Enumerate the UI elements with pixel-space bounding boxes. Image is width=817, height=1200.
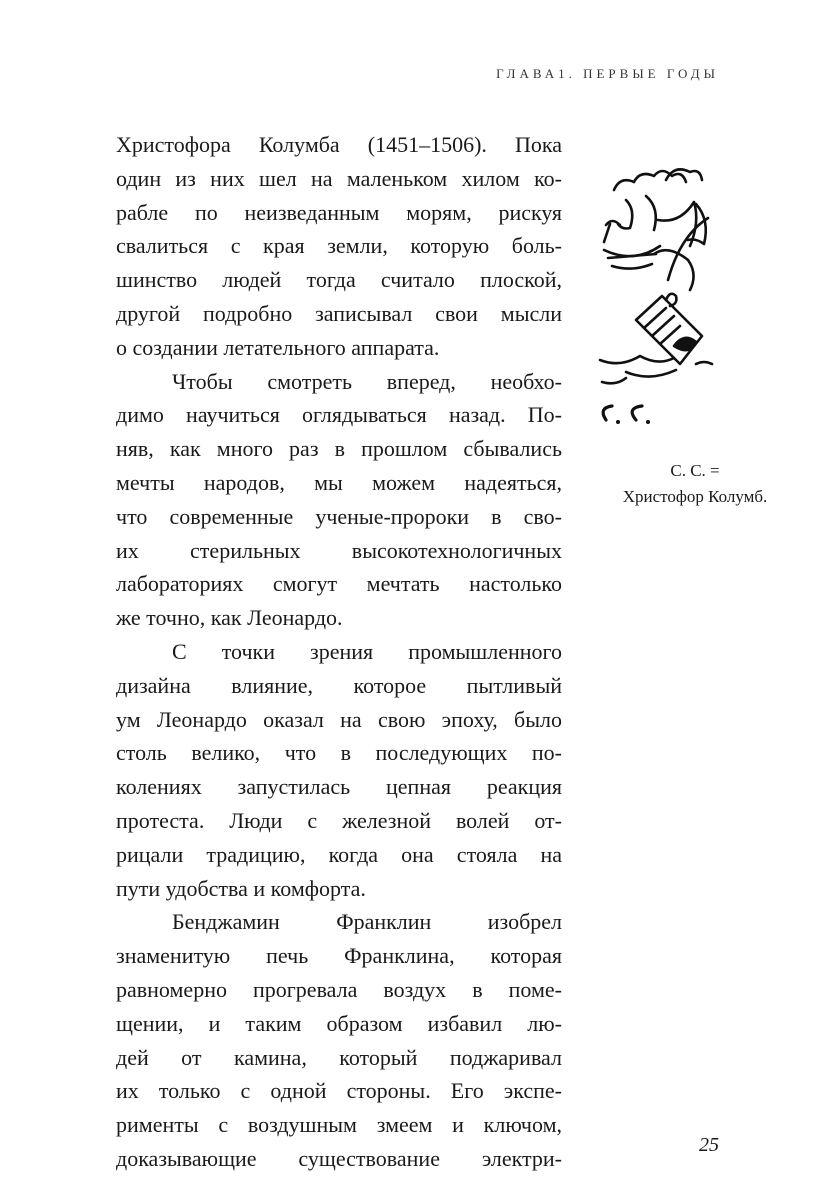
figure-caption bbox=[590, 458, 800, 510]
caption-line-2: Христофор Колумб. bbox=[622, 487, 768, 506]
text-line: протеста. Люди с железной волей от- bbox=[116, 807, 562, 833]
text-line: мечты народов, мы можем надеяться, bbox=[116, 469, 562, 495]
text-line: С точки зрения промышленного bbox=[172, 638, 562, 664]
text-line: дизайна влияние, которое пытливый bbox=[116, 672, 562, 698]
page-number: 25 bbox=[699, 1134, 719, 1156]
caption-line-1: С. С. = bbox=[670, 461, 720, 480]
text-line: Бенджамин Франклин изобрел bbox=[172, 909, 562, 935]
ship-illustration bbox=[596, 150, 716, 440]
text-line: пути удобства и комфорта. bbox=[116, 875, 366, 901]
text-line: Христофора Колумба (1451–1506). Пока bbox=[116, 132, 562, 157]
text-line: рименты с воздушным змеем и ключом, bbox=[116, 1112, 562, 1138]
text-line: рабле по неизведанным морям, рискуя bbox=[116, 199, 562, 225]
text-line: их только с одной стороны. Его экспе- bbox=[116, 1078, 562, 1104]
text-line: знаменитую печь Франклина, которая bbox=[116, 943, 562, 969]
body-text bbox=[116, 128, 562, 1176]
text-line: что современные ученые-пророки в сво- bbox=[116, 503, 562, 529]
text-line: доказывающие существование электри- bbox=[116, 1145, 562, 1171]
text-line: ум Леонардо оказал на свою эпоху, было bbox=[116, 706, 562, 732]
text-line: столь велико, что в последующих по- bbox=[116, 740, 562, 766]
text-line: лабораториях смогут мечтать настолько bbox=[116, 571, 562, 597]
text-line: дей от камина, который поджаривал bbox=[116, 1044, 562, 1070]
text-line: же точно, как Леонардо. bbox=[116, 605, 343, 631]
running-head: ГЛАВА1. ПЕРВЫЕ ГОДЫ bbox=[496, 66, 719, 81]
text-line: свалиться с края земли, которую боль- bbox=[116, 233, 562, 259]
text-line: щении, и таким образом избавил лю- bbox=[116, 1010, 562, 1036]
text-line: другой подробно записывал свои мысли bbox=[116, 300, 562, 326]
text-line: няв, как много раз в прошлом сбывались bbox=[116, 436, 562, 462]
text-line: один из них шел на маленьком хилом ко- bbox=[116, 165, 562, 191]
text-line: димо научиться оглядываться назад. По- bbox=[116, 402, 562, 428]
text-line: Чтобы смотреть вперед, необхо- bbox=[172, 368, 562, 394]
text-line: о создании летательного аппарата. bbox=[116, 334, 440, 360]
text-line: рицали традицию, когда она стояла на bbox=[116, 841, 562, 867]
text-line: колениях запустилась цепная реакция bbox=[116, 774, 562, 800]
text-line: шинство людей тогда считало плоской, bbox=[116, 267, 562, 293]
text-line: их стерильных высокотехнологичных bbox=[116, 537, 562, 563]
text-line: равномерно прогревала воздух в поме- bbox=[116, 976, 562, 1002]
